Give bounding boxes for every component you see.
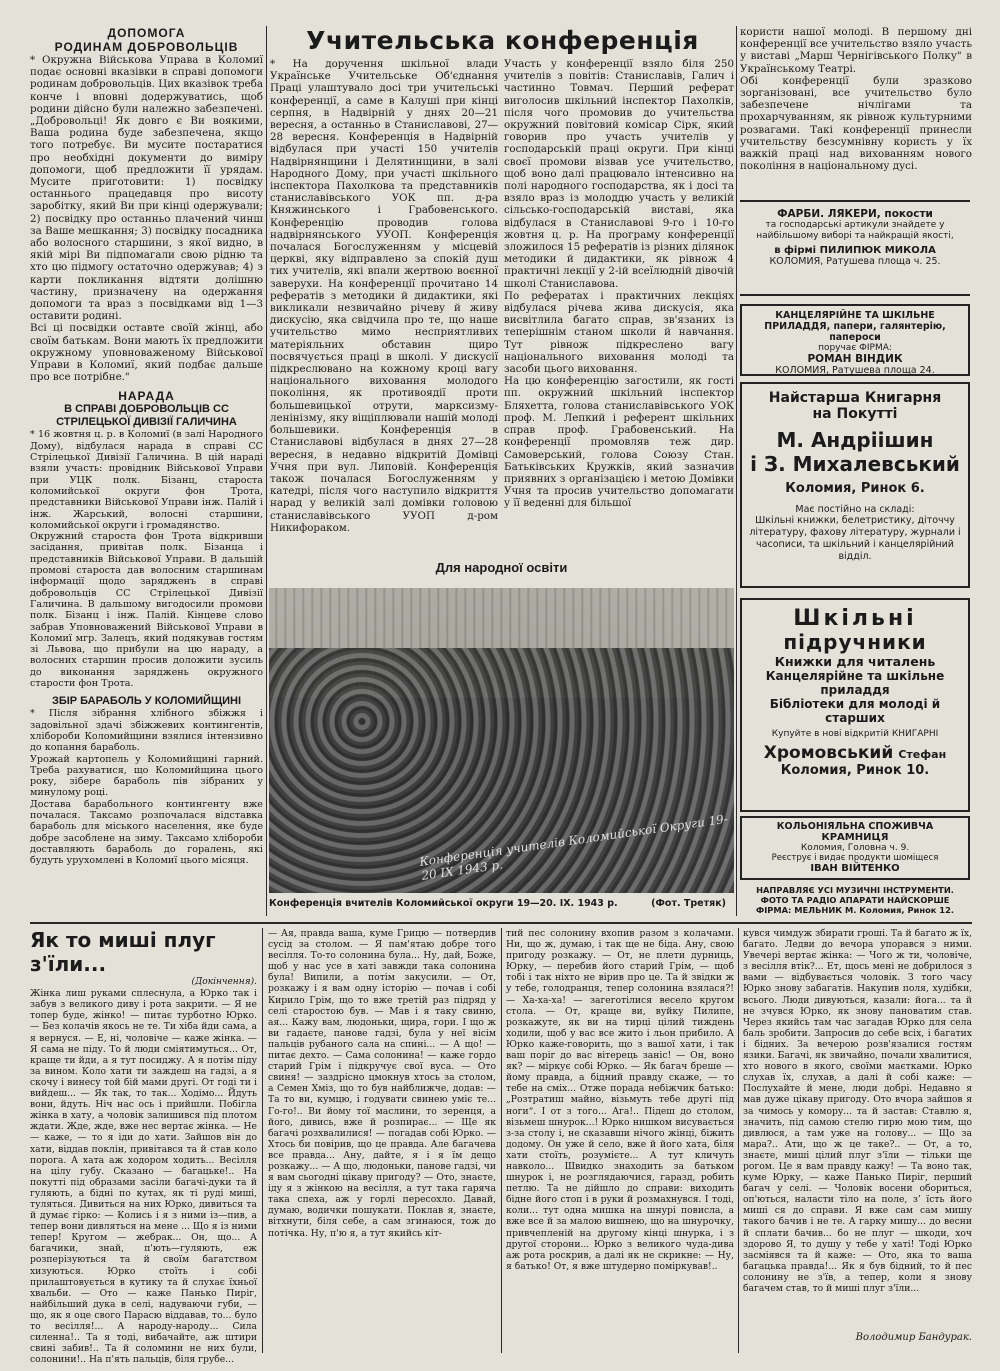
article-paragraph: * Після зібрання хлібного збіжжя і задовільної здачі збіжжевих контингентів, хлібороби Коломийщини взялися інтензивно до копання бараболь.: [30, 708, 263, 754]
section-heading: ЗБІР БАРАБОЛЬ У КОЛОМИЙЩИНІ: [51, 695, 242, 708]
ad-text: Бібліотеки для молоді й старших: [769, 697, 941, 725]
right-column: [740, 26, 972, 196]
ad-text: Реєструє і видає продукти шоміщеся: [771, 853, 939, 863]
column-divider: [736, 26, 737, 916]
article-column: [504, 58, 734, 554]
ad-text: КОЛОМИЯ, Ратушева площа 24.: [775, 365, 935, 376]
article-paragraph: * Окружна Військова Управа в Коломиї подає основні вказівки в справі допомоги родинам добровольців. Цих вказівок треба конче і вповні додержуватись, щоб родини дійсно були належно забезпечені. „Добровольці! Як довго є Ви воякими, Ваша родина буде забезпечена, якщо того потребує. Ви мусите постаратися про необхідні документи до виміру допомоги, щоб предложити її урядам. Мусите приготовити: 1) посвідку останнього працедавця про висоту заробітку, який Ви при кінці одержували; 2) посвідку про останньо плачений чинш за Ваше мешкання; 3) посвідку посадника або волосного старшини, з якої видно, в якій мірі Ви підпомагали свою рідню та хто цю підмогу остаточно одержував; 4) з карти покликання відтяти долішню частину, призначену на одержання допомоги та враз з посвідками від 1—3 оставити родині.: [30, 54, 263, 323]
photo-credit: (Фот. Третяк): [651, 898, 726, 909]
story-text: тий пес солонину вхопив разом з колачами. Ни, що ж, думаю, і так ще не біда. Ану, свою пригоду розкажу. — От, не плети дурниць, Юрку, — перебив його старий Грім, — щоб тобі і так ніхто не вірив про це. Та й звідки ж у тебе, голодранця, тепер солонина взялася?! — Ха-ха-ха! — загеготілися весело кругом стола. — От, краще ви, вуйку Пилипе, розкажуте, як ви на тирці цілий тиждень ходили, щоб у вас все жито і льон прибило. А Юрко каже-говорить, що з вашої хати, і так ваш поріг до вас вітерець заніс! — Он, воно як? — міркує собі Юрко. — Як багач бреше — йому правда, а бідний правду скаже, — то тебе на сміх... Отже порада небіжчик батько: „Розтратиш майно, візьмуть тебе другі під ноги“. І от з того... Ага!.. Підеш до столом, візьмеш шнурок...! Юрко нишком висувається з-за столу і, не сказавши нічого жінці, біжить додому. Он уже й село, вже й його хата, біля хати стоїть, розумієте... А тут кличуть навколо... Швидко знаходить за батьком шнурок і, не розглядаючися, гаразд, робить петлю. Та не дійшло до справи: виходить бідне його стоп і в руки й розмахнувся. І тоді, коли... тут одна мишка на шнурі повисла, а вже все й за малою вишнею, що на шнурочку, привчепленій на другому кінці шнурка, і з другої сторони... Юрко з великого чуда-дива аж рота роскрив, а далі як не скрикне: — Ну, я батько! От, я вже штудерно поміркував!..: [506, 928, 734, 1272]
ad-text: Коломия, Ринок 6.: [785, 481, 925, 496]
ad-text: Коломия, Ринок 10.: [780, 763, 930, 778]
story-subtitle: (Докінчення).: [191, 977, 257, 987]
ad-text: Шкільні книжки, белетристику, діточчу літературу, фахову літературу, журнали і часописи, та шкільний і канцелярійний відділ.: [749, 515, 961, 562]
story-column-1: [30, 928, 257, 1366]
story-column-4: [743, 928, 972, 1353]
ad-text: Хромовський: [763, 743, 894, 763]
section-divider: [30, 922, 972, 924]
photo-title: Для народної освіти: [435, 560, 568, 575]
left-column: [30, 26, 263, 918]
column-divider: [262, 928, 263, 1353]
ad-text: Книжки для читалень: [774, 654, 936, 669]
section-heading: В СПРАВІ ДОБРОВОЛЬЦІВ СС: [64, 403, 229, 416]
article-paragraph: Достава барабольного контингенту вже почалася. Таксамо розпочалася відставка бараболь для міського населення, яке буде добре засоблене на зиму. Таксамо хлібороби доставляють бараболь до гоpалень, які будуть урухомлені в Коломиї цього місяця.: [30, 798, 263, 867]
section-heading: НАРАДА: [118, 389, 175, 404]
ad-text: НАПРАВЛЯЄ УСІ МУЗИЧНІ ІНСТРУМЕНТИ. ФОТО ТА РАДІО АПАРАТИ НАЙСКОРШЕ ФІРМА: МЕЛЬНИК М. Коломия, Ринок 12.: [755, 885, 955, 915]
ad-text: ІВАН ВІЙТЕНКО: [810, 863, 900, 874]
ad-text: М. Андріішин: [776, 428, 934, 452]
ad-text: Найстарша Книгарня: [768, 390, 942, 406]
article-paragraph: На цю конференцію загостили, як гості пп. окружний шкільний інспектор Бляхетта, голова станиславівського УОК проф. М. Лепкий і референт шкільних справ проф. Грабовенський. На конференції промовляв теж дир. Самоверський, голова Союзу Стан. Батьківських Кружків, який зазначив приявних з організацією і метою Домівки Учня та просив учительство допомагати у її веденні для більшої: [504, 375, 734, 510]
ad-text: і З. Михалевський: [750, 452, 960, 476]
ad-text: підручники: [783, 630, 927, 654]
photo-inscription: Конференція учителів Коломийської Округи 19-20 IX 1943 р.: [418, 811, 729, 883]
article-paragraph: * 16 жовтня ц. р. в Коломиї (в залі Народного Дому), відбулася нарада в справі СС Стрілецької Дивізії Галичина. В цій нараді взяли участь: провідник Військової Управи при УЦК полк. Бізанц, староста коломийської округи фон Трота, представники Військової Управи інж. Палій і інж. Жарський, волосні старшини, коломийської округи і громадянство.: [30, 429, 263, 531]
ad-text: в фірмі ПИЛИПЮК МИКОЛА: [774, 245, 936, 256]
ad-music: [740, 884, 970, 918]
article-paragraph: По рефератах і практичних лекціях відбулася річева жива дискусія, яка висвітлила багато справ, зв'язаних із теперішнім станом школи й навчання. Тут рівнож підкреслено вагу національного виховання молоді та засоби цього виховання.: [504, 289, 734, 376]
ad-text: Стефан: [898, 748, 947, 761]
ad-text: Купуйте в нові відкритій КНИГАРНІ: [771, 729, 939, 739]
column-divider: [738, 928, 739, 1353]
ad-textbooks: [740, 598, 970, 812]
ad-text: та господарські артикули знайдете у найбільшому виборі та найкращій якості,: [756, 220, 954, 241]
photo-caption-text: Конференція вчителів Коломийської округи 19—20. IX. 1943 р.: [269, 898, 618, 909]
article-paragraph: користи нашої молоді. В першому дні конференції все учительство взяло участь у виставі „Марш Чернігівського Полку" в Українському Театрі.: [740, 26, 972, 75]
photo-caption: [269, 898, 734, 909]
article-paragraph: Участь у конференції взяло біля 250 учителів з повітів: Станиславів, Галич і частинно Товмач. Перший реферат виголосив шкільний інспектор Пахолків, після чого промовив до учительства окружний повітовий комісар Сірк, який говорив про участь учителів у господарській праці округи. При кінці своєї промови візвав усе учительство, щоб воно далі працювало інтенсивно на полі народного господарства, як і досі та взяло враз із молоддю участь у великій сільсько-господарській виставі, яка відбулася в Станиславові 9-го і 10-го жовтня ц. р. На програму конференції зложилося 15 рефератів із різних ділянок методики й дидактики, як рівнож 4 практичні лекції у 2-ій всеїлюдній дівочій школі Станиславова.: [504, 58, 734, 290]
ad-text: КРАМНИЦЯ: [821, 832, 889, 843]
story-column-2: [268, 928, 496, 1353]
ad-text: Канцелярійне та шкільне приладдя: [765, 669, 945, 697]
ad-text: Має постійно на складі:: [795, 504, 915, 515]
article-paragraph: * На доручення шкільної влади Українське Учительське Об'єднання Праці улаштувало досі три учительські конференції, а саме в Калуші при кінці серпня, в Надвірній у днях 20—21 вересня, а останньо в Станиславові, 27—28 вересня. Конференція в Надвірній відбулася при участі 150 учителів Надвірнянщини і Делятинщини, в залі Народного Дому, при участі шкільного інспектора Пахолкова та представників станиславівського УОК пп. д-ра Княжинського і Грабовенського. Конференцію проводив голова надвірнянського УУОП. Конференція почалася Богослуженням у місцевій церкві, яку відправлено за спокій душ тих учителів, які впали жертвою воєнної заверухи. На конференції прочитано 14 рефератів з методики й дидактики, які викликали незвичайно річеву й живу дискусію, яка свідчила про те, що наше учительство мимо несприятливих матеріяльних обставин щиро посвячується праці в школі. У дискусії підкреслювано на кожному кроці вагу національного виховання молодого покоління, як противоядії проти большевицької отрути, марксизму-ленінізму, яку віщіплювали нашій молоді большевики. Конференція в Станиславові відбулася в днях 27—28 вересня, в недавно відкритій Домівці Учня при вул. Липовій. Конференція також почалася Богослуженням у катедрі, після чого наступило відкриття нарад у великій залі домівки головою станиславівського УУОП д-ром Никифорaком.: [270, 58, 498, 534]
article-title: Учительська конференція: [306, 26, 699, 55]
story-author: Володимир Бандурак.: [855, 1332, 972, 1343]
ad-text: ФАРБИ. ЛЯКЕРИ, покости: [777, 208, 933, 220]
article-paragraph: Всі ці посвідки оставте своїй жінці, або своїм батькам. Вони мають їх предложити окружному уповноваженому Військової Управи в Коломиї, який подбає дальше про все потрібне.": [30, 322, 263, 384]
story-text: кувся чимдуж збирати гроші. Та й багато ж їх, багато. Ледви до вечора упорався з ними. Увечері вертає жінка: — Чого ж ти, чоловіче, з весілля втік?... Ет, щось мені не добрилося з вами — відбувається чоловік. З того часу Юрко знову забагатів. Накупив поля, худібки, всього. Люди дивуються, казали: йога... та й не зчувся Юрко, як знову пановатим став. Через якийсь там час загадав Юрко для села баль зробити. Запросив до себе всіх, і багатих і бідних. За вечерою розв'язалися гостям язики. Багачі, як звичайно, почали хвалитися, хто нового в якого, своїми маєтками. Юрко слухав їх, слухав, а далі й собі каже: — Послухайте й мене, люди добрі. Недавно я мав дуже цікаву пригоду. Ото вчора зайшов я за чимось у комору... та й застав: Ставлю я, значить, під самою стелю гирю мою тим, що дивлюся, а там уже на голову... — Що за мара?.. Ати, що ж це таке?.. — От, а то, знаєте, миші цілий плуг з'їли — тільки ще рогом. Це я вам правду кажу! — Та воно так, куме Юрку, — каже Панько Пиріг, перший багач у селі. — Чоловік восени обориться, оп'ються, наласти тіло на поле, з’ їсть його миші ся до справи. Я вже сам сам мишу такого бачив і не те. А гарку мишу... до весни й сплати бачив... бо не плуг — шкоди, хоч здорово Я, то душу у тебе у хаті! Тоді Юрко засміявся та й каже: — Ото, яка то ваша багацька правда!... Як я був бідний, то й пес солонину не з'їв, а тепер, коли я знову багачем став, то й миші плуг з'їли...: [743, 928, 972, 1294]
ad-text: Коломия, Головна ч. 9.: [800, 843, 910, 853]
ad-text: поручає ФІРМА:: [818, 343, 892, 353]
ad-text: на Покутті: [812, 406, 898, 422]
ad-text: Шкільні: [793, 606, 917, 631]
story-title: Як то миші плуг з'їли...: [30, 928, 216, 976]
story-text: Жінка лиш руками сплеснула, а Юрко так і забув з великого диву і рота закрити. — Я не топер буде, жінко! — питає турботно Юрко. — Без колачів якось не те. Ти хіба йди сама, а я вернуся. — Е, ні, чоловіче — каже жінка. — Я сама не піду. То й люди сміятимуться... От, краще ти йди, а я тут посиджу. А я потім піду за вином. Коло хати ти заждеш на гадзі, а я скочу і винесу той бій мами другі. От годі ти і вийдеш... — Як так, то так... Ходімо... Йдуть вони, йдуть. Ніч нас ось і прийшли. Побігла жінка в хату, а чоловік залишився під плотом ждати. Жде, жде, вже нес вертає жінка. — Не — каже, — то я іди до хати. Зайшов він до хати, віддав поклін, привітався та й став коло порога. А хата аж ходором ходить... Весілля на цілу губу. Сказано — багацьке!.. На покутті під образами засіли багачі-дуки та й гуляють, а бідні по кутах, як ті руді миші, туляться. Дивиться на них Юрко, дивиться та й думає гірко: — Колись і я з ними із—пив, а тепер вони дивляться на мене ... Що я із ними тепер! Кругом — жебрак... Он, що... А багачики, знай, п'ють—гуляють, еж розперізуються та й своїм багатством хизуються. Юрко стоїть і собі прилаштовується в кутику та й слухає їхньої хвальби. — Ото — каже Панько Пиріг, найбільший дука в селі, надуваючи губи, — що, як я оце свого Парасю віддавав, то... було то весілля!... А народу-народу... Сила силенна!.. Та я тоді, вибачайте, аж штири свині забив!.. Та й соломини не них були, солонини!.. На п'ять пальців, біля грубе...: [30, 988, 257, 1366]
section-heading: ДОПОМОГА: [107, 26, 186, 40]
article-paragraph: Окружний староста фон Трота відкривши засідання, привітав полк. Бізанца і представників Військової Управи. В дальшій промові староста дав волосним старшинам інформації щодо зарядженъ в справі добровольців СС Стрілецької Дивізії Галичина. В дальшому вигодосили промови полк. Бізанц і інж. Палій. Кінцеве слово забрав Уповноважений Військової Управи в Коломиї мгр. Залецъ, який подякував гостям зі Львова, що прибули на цю нараду, а волосних старшин просив доложити зусиль до виконання заряджень окружного старости фон Трота.: [30, 531, 263, 690]
article-paragraph: Урожай картопель у Коломийщині гарний. Треба рахуватися, що Коломийщина цього року, зібере бараболь пів зібраних у минулому році.: [30, 753, 263, 799]
article-paragraph: Обі конференції були зразково зорганізовані, все учительство було забезпечене нічлігами та прохарчуванням, як рівнож культурними розвагами. Такі конференції принесли учительству безсумнівну користь у їх важкій праці над вихованням нового покоління в національному дусі.: [740, 74, 972, 173]
column-divider: [501, 928, 502, 1353]
conference-photo: [269, 588, 734, 893]
column-divider: [266, 26, 267, 916]
ad-grocery: [740, 816, 970, 880]
article-column: [270, 58, 498, 554]
ad-text: [748, 743, 962, 763]
ad-stationery: [740, 304, 970, 376]
ad-text: КАНЦЕЛЯРІЙНЕ ТА ШКІЛЬНЕ ПРИЛАДДЯ, папери, галянтерію, папероси: [764, 310, 946, 343]
story-text: — Ая, правда ваша, куме Грицю — потвердив сусід за столом. — Я пам'ятаю добре того весілля. То-то солонина була... Ну, дай, Боже, щоб у нас усе в хаті завжди така солонина була! Випили, а потім закусили. — От, розкажу і я вам одну історію — почав і собі Кирило Грім, що то вже третій раз підряд у селі старостою був. — Мав і я таку свиню, ая... Кажу вам, людоньки, щира, гори. І що ж ви гадаєте, панове гадзі, була у неї вісім пальців рубаного сала на спині... — А що! — питає дехто. — Сама солонина! — каже гордо старий Грім і підкручує свої вуса. — Ото свиня! — заздрісно цмокнув хтось за столом, а Семен Хміз, що то був найближче, додав: — Та то ви, кумцю, і годувати свинею уміє те... Го-го!.. Ви йому тої маслини, то зеренця, а його, дивись, вже й розпирає... — Ще як багачі розхвалилися! — погадав собі Юрко. — Хтось би повірив, що це правда. Але багачева все правда... Ану, дайте, я і я їм дещо розкажу... — А що, людоньки, панове гадзі, чи я вам сьогодні цікаву пригоду? — Ото, знаєте, іду я з жінкою на весілля, а тут така гаряча така спеха, аж у горлі пересохло. Давай, думаю, водички пошукати. Поклав я, знаєте, вітхнути, біля себе, а сам згинаюся, тож до потічка. Ну, п'ю я, а тут якийсь кіт-: [268, 928, 496, 1239]
ad-text: КОЛЬОНІЯЛЬНА СПОЖИВЧА: [776, 821, 934, 832]
ad-text: КОЛОМИЯ, Ратушева площа ч. 25.: [769, 256, 941, 267]
section-heading: РОДИНАМ ДОБРОВОЛЬЦІВ: [54, 40, 239, 54]
ad-text: РОМАН ВІНДИК: [807, 353, 903, 365]
section-heading: СТРІЛЕЦЬКОЇ ДИВІЗІЇ ГАЛИЧИНА: [56, 416, 237, 429]
ad-paints: [740, 200, 970, 296]
ad-bookstore: [740, 382, 970, 588]
story-column-3: [506, 928, 734, 1353]
